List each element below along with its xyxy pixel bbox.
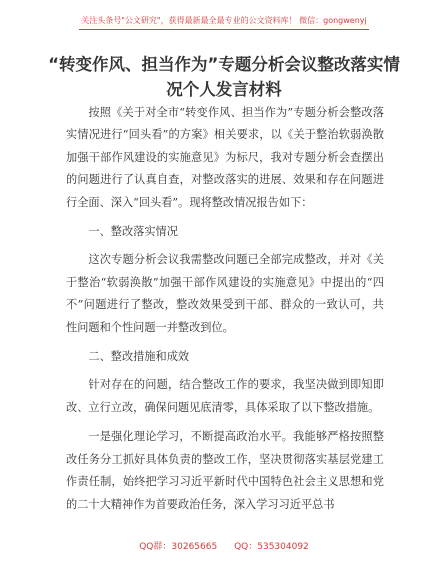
footer-qq-group: QQ群：30265665 <box>139 542 218 552</box>
footer-qq: QQ：535304092 <box>234 542 309 552</box>
body-paragraph: 这次专题分析会议我需整改问题已全部完成整改，并对《关于整治“软弱涣散”加强干部作风建设的实施意见》中提出的“四不”问题进行了整改，整改效果受到干部、群众的一致认可，共性问题和个性问题一并整改到位。 <box>66 253 384 334</box>
top-banner <box>0 8 448 30</box>
banner-notice: 关注头条号"公文研究"，获得最新最全最专业的公文资料库！ 微信：gongwenyj <box>79 14 369 30</box>
section-heading-1: 一、整改落实情况 <box>88 225 178 239</box>
footer-contact <box>0 540 448 554</box>
section-heading-2: 二、整改措施和成效 <box>88 350 190 364</box>
document-body <box>66 102 384 523</box>
intro-paragraph: 按照《关于对全市“转变作风、担当作为”专题分析会整改落实情况进行“回头看”的方案》相关要求，以《关于整治软弱涣散加强干部作风建设的实施意见》为标尺，我对专题分析会查摆出的问题进行了认真自查，对整改落实的进展、效果和存在问题进行全面、深入“回头看”。现将整改情况报告如下： <box>66 106 384 209</box>
body-paragraph: 一是强化理论学习，不断提高政治水平。我能够严格按照整改任务分工抓好具体负责的整改工作，坚决贯彻落实基层党建工作责任制，始终把学习习近平新时代中国特色社会主义思想和党的二十大精神作为首要政治任务，深入学习习近平总书 <box>66 430 384 511</box>
document-title: “转变作风、担当作为”专题分析会议整改落实情况个人发言材料 <box>48 55 400 99</box>
body-paragraph: 针对存在的问题，结合整改工作的要求，我坚决做到即知即改、立行立改，确保问题见底清零，具体采取了以下整改措施。 <box>66 378 384 414</box>
